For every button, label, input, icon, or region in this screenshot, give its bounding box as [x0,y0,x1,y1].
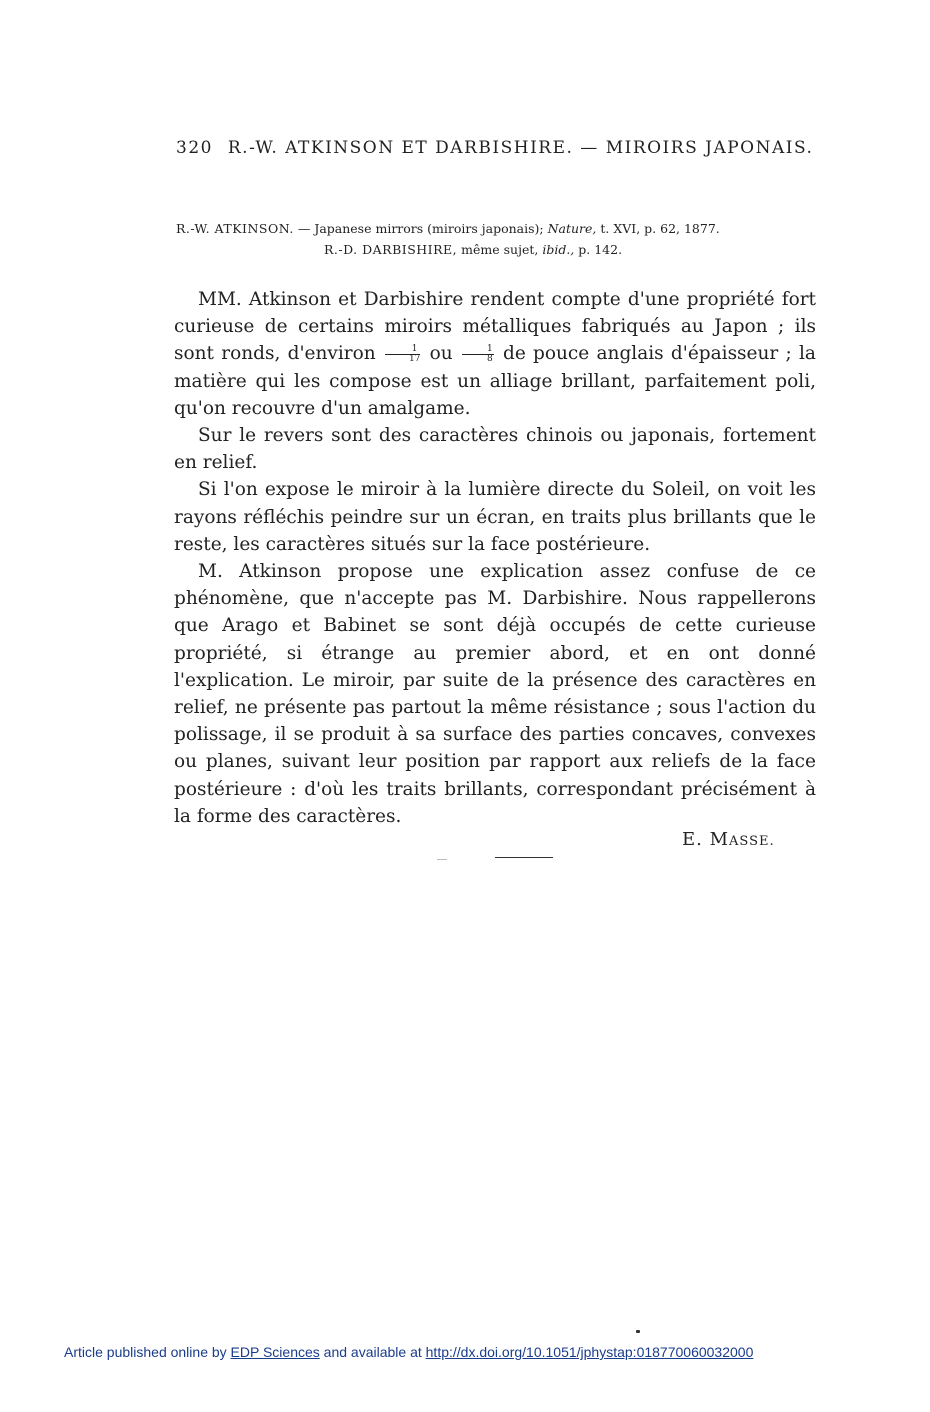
page-number: 320 [176,138,213,158]
reference-author-1: R.-W. ATKINSON. [176,221,294,236]
bibliographic-references [176,218,816,260]
publication-footer [64,1344,753,1360]
reference-author-2: R.-D. DARBISHIRE, [324,242,458,257]
fraction-one-eighth [462,345,494,364]
doi-link[interactable]: http://dx.doi.org/10.1051/jphystap:018770060032000 [425,1344,754,1360]
reference-title-1: — Japanese mirrors (miroirs japonais); [297,221,544,236]
signature-rest: ASSE. [729,834,775,849]
paragraph-1-or: ou [429,343,453,365]
reference-text-2: même sujet, [461,242,539,257]
paragraph-1-part-a: MM. Atkinson et Darbishire rendent compte d'une propriété fort curieuse de certains miroirs métalliques fabriqués au Japon ; ils sont ronds, d'environ [174,289,816,365]
speck-mark [636,1330,640,1333]
running-header [176,138,816,158]
reference-ibid-2: ibid., [542,242,575,257]
reference-journal-1: Nature, [547,221,597,236]
paragraph-3: Si l'on expose le miroir à la lumière directe du Soleil, on voit les rayons réfléchis peindre sur un écran, en traits plus brillants que le reste, les caractères situés sur la face postérieure. [174,479,816,555]
article-body [174,286,816,830]
publisher-link[interactable]: EDP Sciences [230,1344,320,1360]
footer-prefix: Article published online by [64,1344,227,1360]
divider-faint [437,859,447,860]
signature-initial: E. M [682,829,730,850]
footer-middle: and available at [323,1344,422,1360]
fraction-2-denominator: 8 [486,353,493,364]
fraction-2-numerator: 1 [462,345,494,355]
reference-page-2: p. 142. [578,242,623,257]
section-divider [495,857,553,858]
running-title: R.-W. ATKINSON ET DARBISHIRE. — MIROIRS JAPONAIS. [227,138,814,158]
paragraph-1-part-b: de pouce anglais d'épaisseur ; la matière qui les compose est un alliage brillant, parfaitement poli, qu'on recouvre d'un amalgame. [174,343,816,419]
fraction-one-seventeenth [385,345,420,364]
reference-details-1: t. XVI, p. 62, 1877. [600,221,720,236]
paragraph-2: Sur le revers sont des caractères chinois ou japonais, fortement en relief. [174,425,816,474]
author-signature [682,829,775,850]
reference-line-1 [176,218,816,239]
fraction-1-denominator: 17 [408,353,421,364]
fraction-1-numerator: 1 [385,345,420,355]
paragraph-4: M. Atkinson propose une explication assez confuse de ce phénomène, que n'accepte pas M. Darbishire. Nous rappellerons que Arago et Babinet se sont déjà occupés de cette curieuse propriété, si étrange au premier abord, et en ont donné l'explication. Le miroir, par suite de la présence des caractères en relief, ne présente pas partout la même résistance ; sous l'action du polissage, il se produit à sa surface des parties concaves, convexes ou planes, suivant leur position par rapport aux reliefs de la face postérieure : d'où les traits brillants, correspondant précisément à la forme des caractères. [174,561,816,827]
reference-line-2 [176,239,816,260]
paragraph-1 [174,286,816,422]
